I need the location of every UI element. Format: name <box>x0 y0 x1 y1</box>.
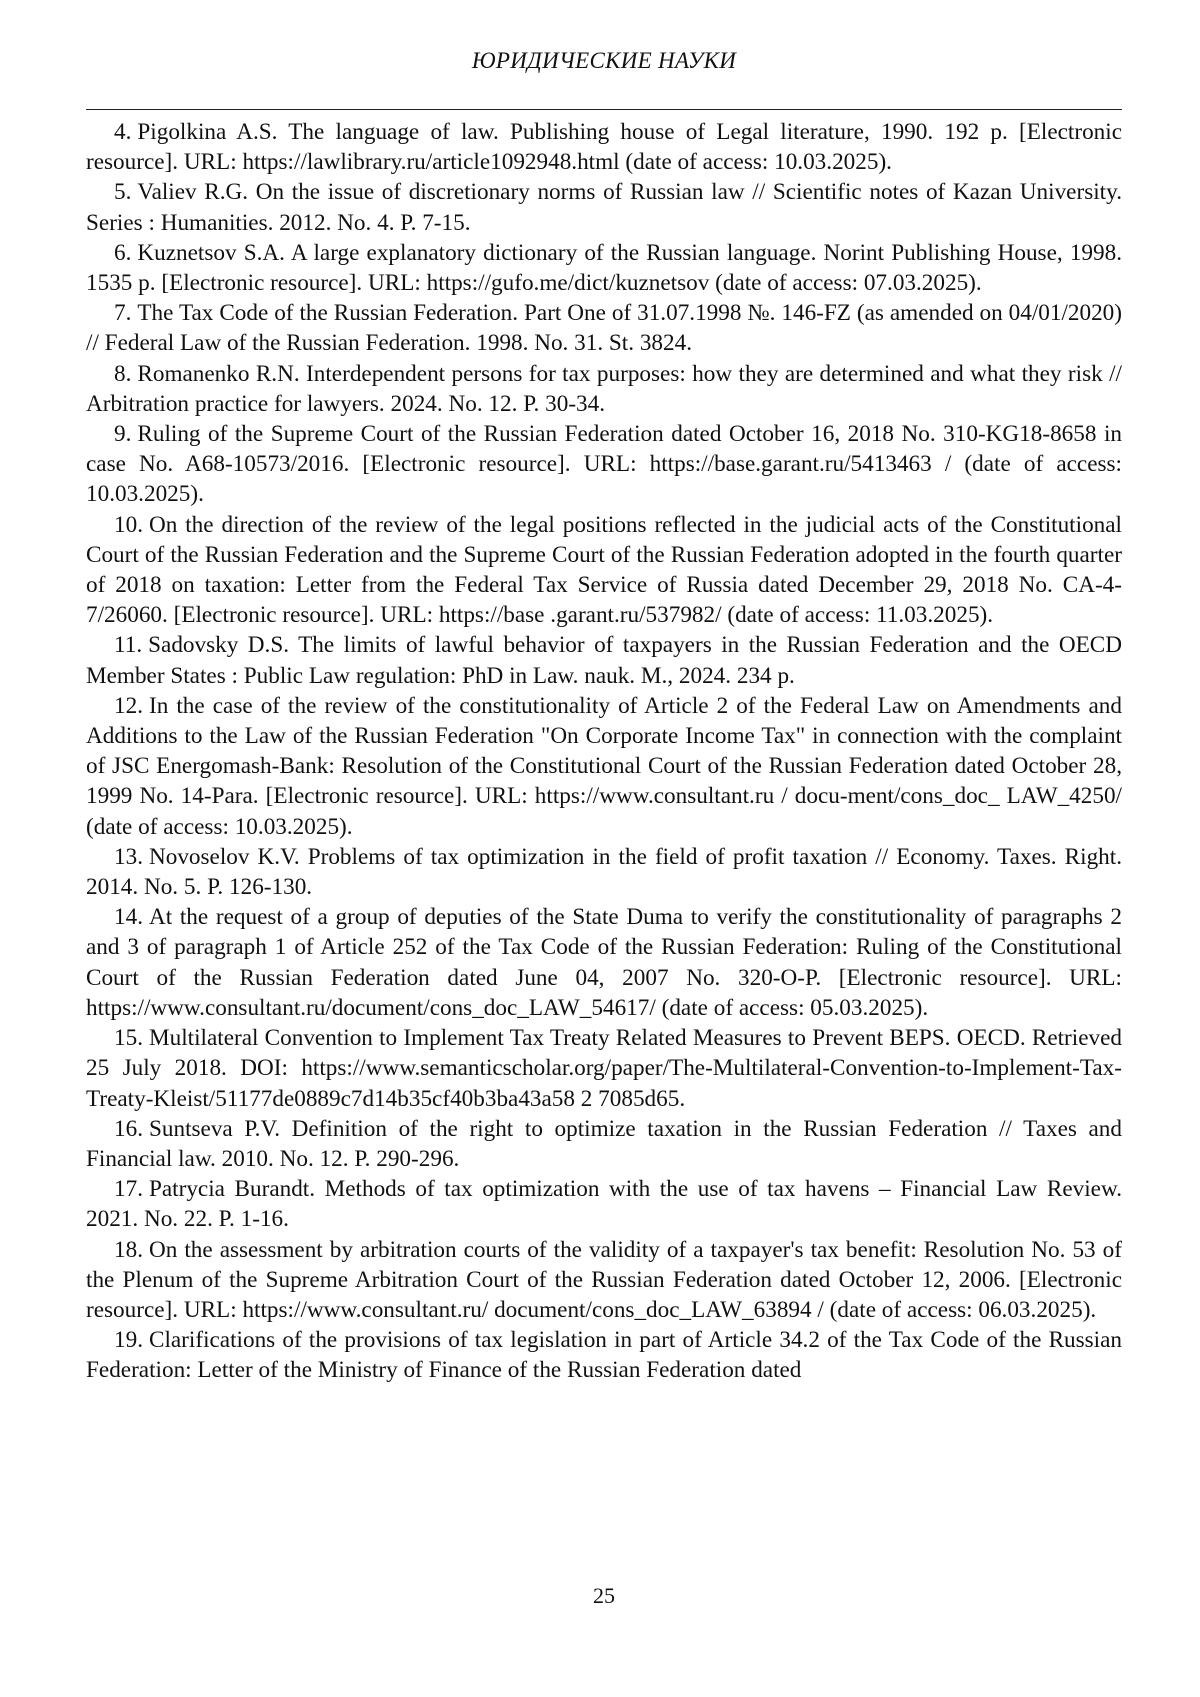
reference-list <box>86 117 1122 1386</box>
reference-item <box>86 630 1122 690</box>
reference-item <box>86 691 1122 842</box>
reference-text: Clarifications of the provisions of tax legislation in part of Article 34.2 of the Tax Code of the Russian Federation: Letter of the Ministry of Finance of the Russian Federation dated <box>86 1327 1122 1384</box>
reference-text: Ruling of the Supreme Court of the Russian Federation dated October 16, 2018 No. 310-KG18-8658 in case No. A68-10573/2016. [Electronic resource]. URL: https://base.garant.ru/5413463 / (date of access: 10.03.2025). <box>86 421 1122 508</box>
reference-number: 12. <box>114 692 143 719</box>
reference-item <box>86 117 1122 177</box>
reference-number: 7. <box>114 300 132 327</box>
reference-item <box>86 1114 1122 1174</box>
reference-text: Multilateral Convention to Implement Tax Treaty Related Measures to Prevent BEPS. OECD. Retrieved 25 July 2018. DOI: https://www.semanticscholar.org/paper/The-Multilateral-Convention-to-Implement-Tax-Treaty-Kleist/51177de0889c7d14b35cf40b3ba43a58 2 7085d65. <box>86 1025 1122 1112</box>
reference-number: 14. <box>114 904 143 931</box>
reference-item <box>86 238 1122 298</box>
reference-item <box>86 1174 1122 1234</box>
reference-number: 13. <box>114 843 143 870</box>
header-divider <box>86 109 1122 110</box>
reference-number: 16. <box>114 1115 143 1142</box>
reference-text: Sadovsky D.S. The limits of lawful behavior of taxpayers in the Russian Federation and the OECD Member States : Public Law regulation: PhD in Law. nauk. M., 2024. 234 p. <box>86 632 1122 689</box>
reference-text: Patrycia Burandt. Methods of tax optimization with the use of tax havens – Financial Law Review. 2021. No. 22. P. 1-16. <box>86 1176 1122 1233</box>
reference-text: At the request of a group of deputies of the State Duma to verify the constitutionality of paragraphs 2 and 3 of paragraph 1 of Article 252 of the Tax Code of the Russian Federation: Ruling of the Constitutional Court of the Russian Federation dated June 04, 2007 No. 320-O-P. [Electronic resource]. URL: https://www.consultant.ru/document/cons_doc_LAW_54617/ (date of access: 05.03.2025). <box>86 904 1122 1021</box>
page-number: 25 <box>593 1583 615 1608</box>
reference-number: 11. <box>114 632 143 659</box>
reference-number: 18. <box>114 1236 143 1263</box>
reference-number: 19. <box>114 1327 143 1354</box>
reference-text: The Tax Code of the Russian Federation. Part One of 31.07.1998 №. 146-FZ (as amended on 04/01/2020) // Federal Law of the Russian Federation. 1998. No. 31. St. 3824. <box>86 300 1122 357</box>
reference-text: Novoselov K.V. Problems of tax optimization in the field of profit taxation // Economy. Taxes. Right. 2014. No. 5. P. 126-130. <box>86 843 1122 901</box>
reference-item <box>86 510 1122 631</box>
reference-number: 4. <box>114 119 132 145</box>
reference-text: On the assessment by arbitration courts of the validity of a taxpayer's tax benefit: Resolution No. 53 of the Plenum of the Supreme Arbitration Court of the Russian Federation dated October 12, 2006. [Electronic resource]. URL: https://www.consultant.ru/ document/cons_doc_LAW_63894 / (date of access: 06.03.2025). <box>86 1236 1122 1323</box>
reference-text: Valiev R.G. On the issue of discretionary norms of Russian law // Scientific notes of Kazan University. Series : Humanities. 2012. No. 4. P. 7-15. <box>86 179 1122 236</box>
reference-text: Romanenko R.N. Interdependent persons for tax purposes: how they are determined and what they risk // Arbitration practice for lawyers. 2024. No. 12. P. 30-34. <box>86 360 1122 417</box>
reference-item <box>86 1235 1122 1326</box>
reference-number: 9. <box>114 421 132 448</box>
reference-number: 5. <box>114 179 132 206</box>
reference-item <box>86 177 1122 237</box>
reference-item <box>86 842 1122 902</box>
reference-item <box>86 1023 1122 1114</box>
reference-text: On the direction of the review of the legal positions reflected in the judicial acts of the Constitutional Court of the Russian Federation and the Supreme Court of the Russian Federation adopted in the fourth quarter of 2018 on taxation: Letter from the Federal Tax Service of Russia dated December 29, 2018 No. CA-4-7/26060. [Electronic resource]. URL: https://base .garant.ru/537982/ (date of access: 11.03.2025). <box>86 511 1122 629</box>
reference-item <box>86 902 1122 1023</box>
reference-number: 17. <box>114 1176 143 1203</box>
reference-number: 6. <box>114 239 132 266</box>
reference-text: In the case of the review of the constitutionality of Article 2 of the Federal Law on Amendments and Additions to the Law of the Russian Federation "On Corporate Income Tax" in connection with the complaint of JSC Energomash-Bank: Resolution of the Constitutional Court of the Russian Federation dated October 28, 1999 No. 14-Para. [Electronic resource]. URL: https://www.consultant.ru / docu-ment/cons_doc_ LAW_4250/ (date of access: 10.03.2025). <box>86 692 1122 840</box>
reference-number: 10. <box>114 511 143 538</box>
reference-number: 15. <box>114 1025 143 1052</box>
reference-item <box>86 419 1122 510</box>
reference-item <box>86 1325 1122 1385</box>
reference-text: Pigolkina A.S. The language of law. Publishing house of Legal literature, 1990. 192 p. [Electronic resource]. URL: https://lawlibrary.ru/article1092948.html (date of access: 10.03.2025). <box>86 119 1122 176</box>
reference-item <box>86 359 1122 419</box>
reference-item <box>86 298 1122 358</box>
reference-number: 8. <box>114 360 132 387</box>
reference-text: Suntseva P.V. Definition of the right to optimize taxation in the Russian Federation // Taxes and Financial law. 2010. No. 12. P. 290-296. <box>86 1115 1122 1172</box>
reference-text: Kuznetsov S.A. A large explanatory dictionary of the Russian language. Norint Publishing House, 1998. 1535 p. [Electronic resource]. URL: https://gufo.me/dict/kuznetsov (date of access: 07.03.2025). <box>86 239 1122 297</box>
running-header: ЮРИДИЧЕСКИЕ НАУКИ <box>471 48 737 73</box>
